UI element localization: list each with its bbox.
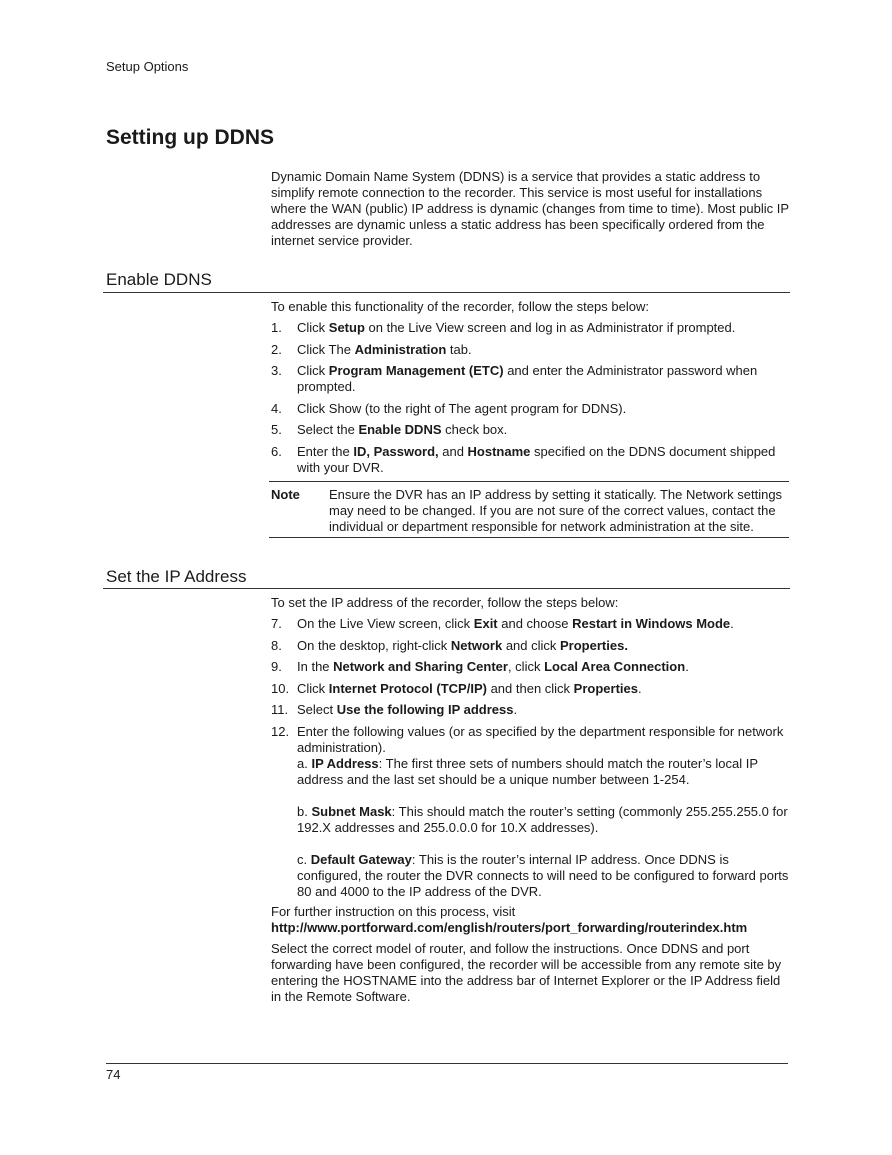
bold-term: IP Address	[311, 755, 379, 771]
step-text: Click	[297, 680, 329, 696]
step-number: 8.	[271, 637, 282, 653]
further-instruction	[271, 904, 831, 936]
step-text: and then click	[486, 680, 574, 696]
step-item	[271, 659, 791, 675]
further-text: For further instruction on this process, visit	[271, 904, 516, 919]
bold-term: ID, Password,	[353, 443, 439, 459]
closing-paragraph: Select the correct model of router, and follow the instructions. Once DDNS and port forwarding have been configured, the recorder will be accessible from any remote site by entering the HOSTNAME into the address bar of Internet Explorer or the IP Address field in the Remote Software.	[271, 941, 782, 1004]
step-number: 9.	[271, 659, 282, 674]
step-item	[271, 401, 791, 417]
footer-rule	[106, 1063, 788, 1064]
step-body	[297, 342, 791, 358]
step-body	[297, 422, 791, 438]
bold-term: Local Area Connection	[544, 659, 686, 674]
step-text: : This is the router’s internal IP address. Once DDNS is configured, the router the DVR connects to will need to be configured to forward ports 80 and 4000 to the IP address of the DVR.	[297, 851, 789, 899]
step-number: 5.	[271, 422, 282, 437]
step-body	[297, 638, 791, 654]
note-text: Ensure the DVR has an IP address by setting it statically. The Network settings may need to be changed. If you are not sure of the correct values, contact the individual or department responsible for network administration at the site.	[329, 487, 783, 534]
step-text: b.	[297, 803, 312, 819]
step-text: Select	[297, 702, 337, 717]
portforward-link[interactable]: http://www.portforward.com/english/routers/port_forwarding/routerindex.htm	[271, 920, 748, 935]
step-body	[297, 320, 791, 336]
running-header: Setup Options	[106, 59, 189, 74]
steps-list-set-ip	[271, 616, 791, 905]
intro-paragraph: Dynamic Domain Name System (DDNS) is a service that provides a static address to simplify remote connection to the recorder. This service is most useful for installations where the WAN (public) IP address is dynamic (changes from time to time). Most public IP addresses are dynamic unless a static address has been specifically ordered from the internet service provider.	[271, 169, 789, 248]
step-text: .	[730, 616, 734, 631]
step-text: .	[685, 659, 689, 674]
bold-term: Properties.	[560, 637, 628, 653]
bold-term: Use the following IP address	[336, 702, 514, 717]
step-number: 12.	[271, 723, 290, 739]
step-text: Click The	[297, 341, 355, 357]
steps-lead: To enable this functionality of the recorder, follow the steps below:	[271, 299, 649, 314]
step-item	[271, 616, 791, 632]
step-text: On the Live View screen, click	[297, 616, 474, 631]
step-text: check box.	[441, 422, 508, 437]
step-text: Click Show (to the right of The agent program for DDNS).	[297, 400, 627, 416]
sub-step	[297, 804, 791, 836]
step-item	[271, 444, 791, 476]
step-text: a.	[297, 755, 312, 771]
step-number: 7.	[271, 616, 282, 631]
step-text: : This should match the router’s setting (commonly 255.255.255.0 for 192.X addresses and 255.0.0.0 for 10.X addresses).	[297, 803, 788, 835]
sub-step	[297, 852, 791, 900]
step-text: Select the	[297, 422, 359, 437]
bold-term: Network	[450, 637, 503, 653]
section-rule	[103, 588, 790, 589]
section-heading-set-ip: Set the IP Address	[106, 567, 247, 586]
step-body	[297, 724, 791, 756]
bold-term: Properties	[573, 680, 638, 696]
step-text: Click	[297, 363, 329, 378]
step-number: 11.	[271, 702, 289, 717]
bold-term: Setup	[328, 320, 365, 335]
step-text: Enter the	[297, 443, 354, 459]
step-text: : The first three sets of numbers should match the router’s local IP address and the last set should be a unique number between 1-254.	[297, 755, 758, 787]
step-number: 10.	[271, 680, 290, 696]
bold-term: Program Management (ETC)	[328, 363, 504, 378]
bold-term: Administration	[354, 341, 447, 357]
step-number: 3.	[271, 363, 282, 378]
step-text: and choose	[497, 616, 573, 631]
page-title: Setting up DDNS	[106, 126, 274, 149]
step-item	[271, 320, 791, 336]
step-number: 1.	[271, 320, 282, 335]
step-body	[297, 702, 791, 718]
step-text: on the Live View screen and log in as Administrator if prompted.	[364, 320, 736, 335]
step-body	[297, 363, 791, 395]
step-text: specified on the DDNS document shipped with your DVR.	[297, 443, 776, 475]
step-text: .	[513, 702, 518, 717]
step-body	[297, 444, 791, 476]
step-text: tab.	[446, 341, 472, 357]
bold-term: Hostname	[467, 443, 531, 459]
step-number: 6.	[271, 443, 282, 459]
step-text: and	[438, 443, 468, 459]
bold-term: Restart in Windows Mode	[572, 616, 731, 631]
section-heading-enable-ddns: Enable DDNS	[106, 270, 212, 289]
section-rule	[103, 292, 790, 293]
bold-term: Default Gateway	[310, 851, 412, 867]
step-item	[271, 638, 791, 654]
step-text: .	[637, 680, 642, 696]
step-item	[271, 363, 791, 395]
step-item	[271, 422, 791, 438]
step-text: and enter the Administrator password when prompted.	[297, 363, 758, 394]
note-box	[269, 481, 789, 538]
step-text: Click	[297, 320, 329, 335]
bold-term: Exit	[473, 616, 498, 631]
step-number: 2.	[271, 341, 282, 357]
step-item	[271, 342, 791, 358]
step-item	[271, 702, 791, 718]
note-label: Note	[271, 487, 300, 502]
steps-list-enable-ddns	[271, 320, 791, 481]
bold-term: Internet Protocol (TCP/IP)	[328, 680, 487, 696]
step-item	[271, 681, 791, 697]
step-text: and click	[502, 637, 561, 653]
steps-lead: To set the IP address of the recorder, follow the steps below:	[271, 595, 619, 610]
bold-term: Subnet Mask	[311, 803, 392, 819]
page-number: 74	[106, 1067, 121, 1082]
bold-term: Enable DDNS	[358, 422, 442, 437]
step-body	[297, 616, 791, 632]
step-text: c.	[297, 851, 311, 867]
step-item	[271, 724, 791, 900]
sub-step	[297, 756, 791, 788]
step-number: 4.	[271, 400, 282, 416]
step-text: In the	[297, 659, 334, 674]
step-body	[297, 401, 791, 417]
step-body	[297, 659, 791, 675]
step-text: , click	[507, 659, 545, 674]
step-body	[297, 681, 791, 697]
bold-term: Network and Sharing Center	[333, 659, 508, 674]
step-text: Enter the following values (or as specified by the department responsible for network administration).	[297, 723, 784, 755]
step-text: On the desktop, right-click	[297, 637, 451, 653]
